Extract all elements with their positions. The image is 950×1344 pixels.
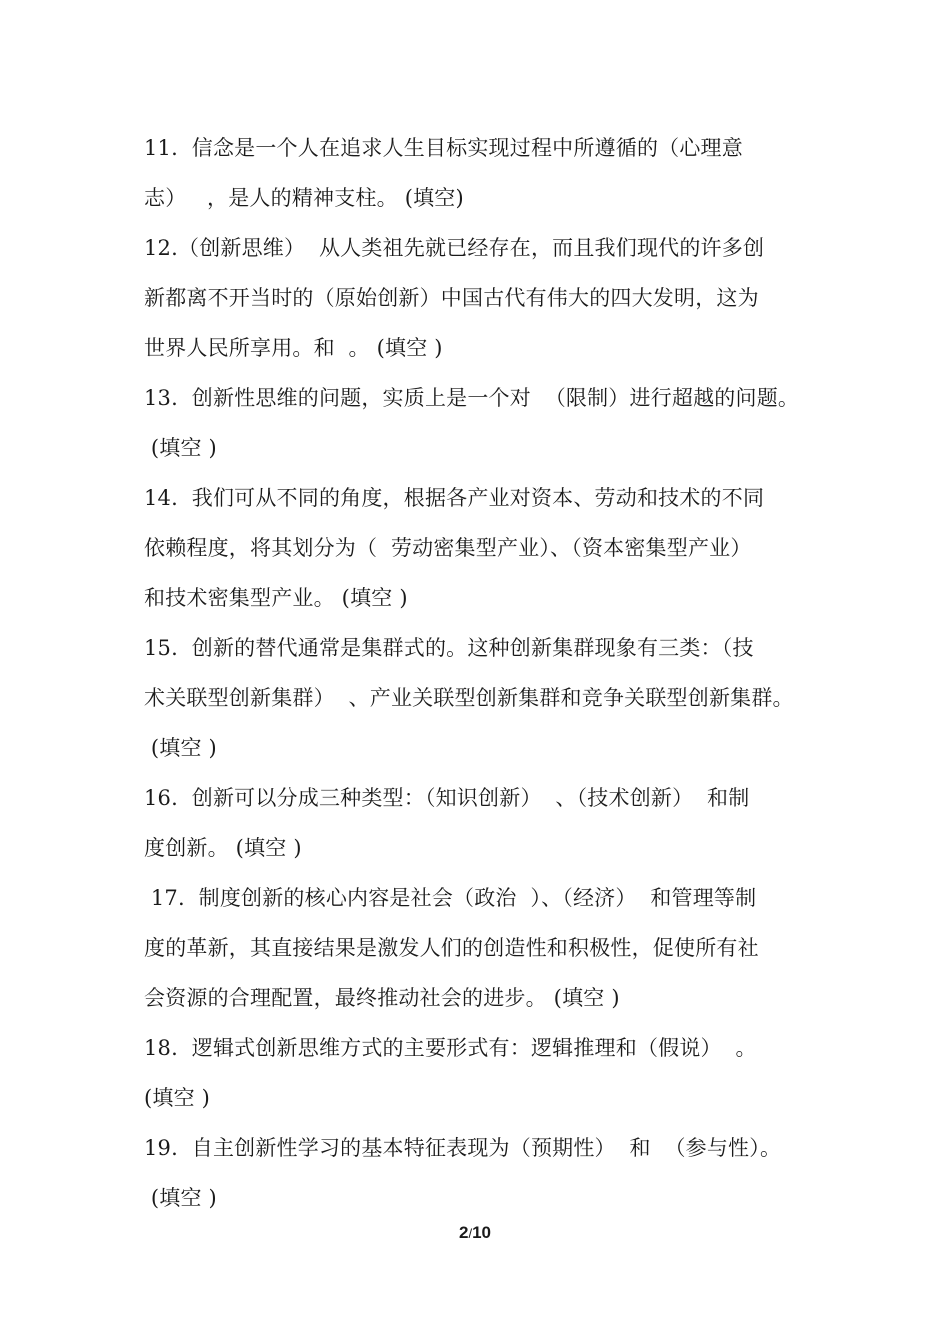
text-line: 15. 创新的替代通常是集群式的。这种创新集群现象有三类：（技 xyxy=(144,636,754,660)
text-line: 11. 信念是一个人在追求人生目标实现过程中所遵循的（心理意 xyxy=(144,136,743,160)
text-line: 18. 逻辑式创新思维方式的主要形式有：逻辑推理和（假说） 。 xyxy=(144,1036,757,1060)
text-line: 度创新。 (填空 ) xyxy=(144,836,302,860)
text-line: 14. 我们可从不同的角度，根据各产业对资本、劳动和技术的不同 xyxy=(144,486,765,510)
page-separator: / xyxy=(468,1226,473,1241)
page-total: 10 xyxy=(472,1223,491,1242)
text-line: 16. 创新可以分成三种类型：（知识创新） 、（技术创新） 和制 xyxy=(144,786,750,810)
text-line: 12.（创新思维） 从人类祖先就已经存在，而且我们现代的许多创 xyxy=(144,236,765,260)
page-number xyxy=(0,1223,950,1243)
text-line: 志） ，是人的精神支柱。 (填空) xyxy=(144,186,464,210)
text-line: (填空 ) xyxy=(144,436,217,460)
text-line: 和技术密集型产业。 (填空 ) xyxy=(144,586,408,610)
text-line: 依赖程度，将其划分为（ 劳动密集型产业）、（资本密集型产业） xyxy=(144,536,752,560)
text-line: 19. 自主创新性学习的基本特征表现为（预期性） 和 （参与性）。 xyxy=(144,1136,782,1160)
text-line: (填空 ) xyxy=(144,1186,217,1210)
text-line: 世界人民所享用。和 。 (填空 ) xyxy=(144,336,443,360)
document-body xyxy=(144,123,834,1223)
text-line: 13. 创新性思维的问题，实质上是一个对 （限制）进行超越的问题。 xyxy=(144,386,800,410)
text-line: (填空 ) xyxy=(144,1086,211,1110)
text-line: (填空 ) xyxy=(144,736,217,760)
text-line: 新都离不开当时的（原始创新）中国古代有伟大的四大发明，这为 xyxy=(144,286,759,310)
text-line: 会资源的合理配置，最终推动社会的进步。 (填空 ) xyxy=(144,986,620,1010)
text-line: 度的革新，其直接结果是激发人们的创造性和积极性，促使所有社 xyxy=(144,936,759,960)
text-line: 术关联型创新集群） 、产业关联型创新集群和竞争关联型创新集群。 xyxy=(144,686,794,710)
page-current: 2 xyxy=(458,1223,469,1242)
text-line: 17. 制度创新的核心内容是社会（政治 ）、（经济） 和管理等制 xyxy=(144,886,757,910)
